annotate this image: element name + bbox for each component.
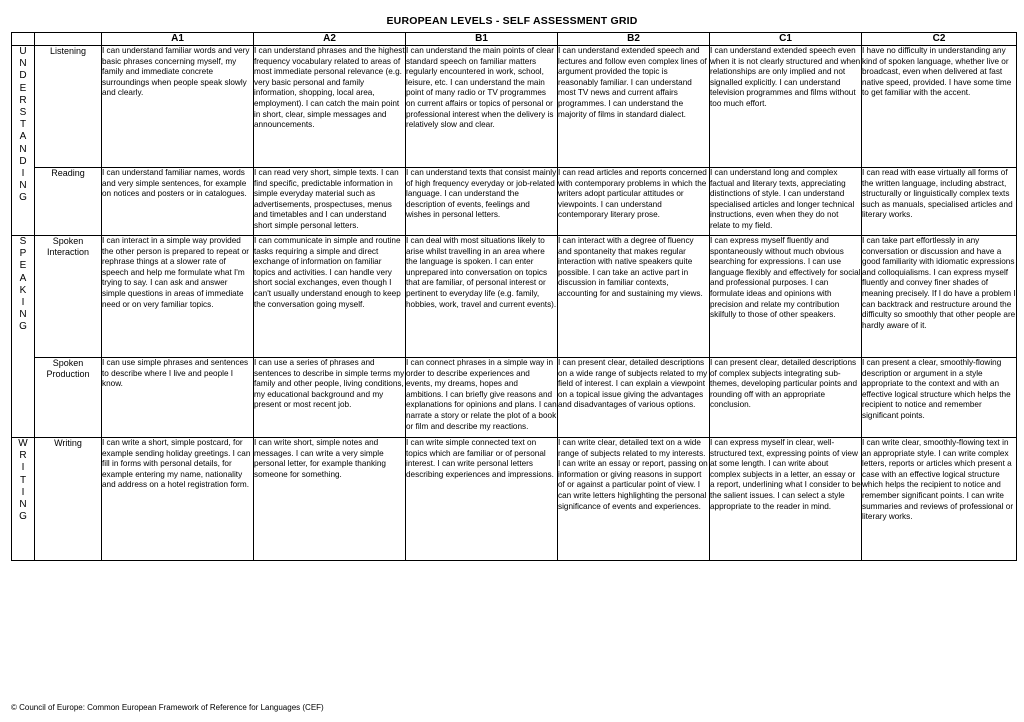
- row-label-listening: Listening: [35, 46, 102, 168]
- descriptor-cell: I can take part effortlessly in any conversation or discussion and have a good familiarity with idiomatic expressions and colloquialisms. I can express myself fluently and convey finer shades of meaning precisely. If I do have a problem I can backtrack and restructure around the difficulty so smoothly that other people are hardly aware of it.: [862, 236, 1017, 358]
- descriptor-cell: I can understand extended speech and lectures and follow even complex lines of argument provided the topic is reasonably familiar. I can understand most TV news and current affairs programmes. I can understand the majority of films in standard dialect.: [558, 46, 710, 168]
- descriptor-cell: I can connect phrases in a simple way in order to describe experiences and events, my dreams, hopes and ambitions. I can briefly give reasons and explanations for opinions and plans. I can narrate a story or relate the plot of a book or film and describe my reactions.: [406, 358, 558, 438]
- copyright-footer: © Council of Europe: Common European Framework of Reference for Languages (CEF): [11, 703, 324, 712]
- descriptor-cell: I can understand extended speech even when it is not clearly structured and when relationships are only implied and not signalled explicitly. I can understand television programmes and films without too much effort.: [710, 46, 862, 168]
- descriptor-cell: I can understand phrases and the highest frequency vocabulary related to areas of most immediate personal relevance (e.g. very basic personal and family information, shopping, local area, employment). I can catch the main point in short, clear, simple messages and announcements.: [254, 46, 406, 168]
- descriptor-cell: I can understand the main points of clear standard speech on familiar matters regularly encountered in work, school, leisure, etc. I can understand the main point of many radio or TV programmes on current affairs or topics of personal or professional interest when the delivery is relatively slow and clear.: [406, 46, 558, 168]
- level-header-c2: C2: [862, 33, 1017, 46]
- table-row: [12, 168, 1017, 236]
- descriptor-cell: I can write short, simple notes and messages. I can write a very simple personal letter, for example thanking someone for something.: [254, 438, 406, 561]
- descriptor-cell: I can write a short, simple postcard, for example sending holiday greetings. I can fill in forms with personal details, for example entering my name, nationality and address on a hotel registration form.: [102, 438, 254, 561]
- descriptor-cell: I can read very short, simple texts. I can find specific, predictable information in simple everyday material such as advertisements, prospectuses, menus and timetables and I can understand short simple personal letters.: [254, 168, 406, 236]
- table-row: [12, 438, 1017, 561]
- corner-cell: [35, 33, 102, 46]
- descriptor-cell: I can express myself fluently and spontaneously without much obvious searching for expressions. I can use language flexibly and effectively for social and professional purposes. I can formulate ideas and opinions with precision and relate my contribution skilfully to those of other speakers.: [710, 236, 862, 358]
- descriptor-cell: I can present clear, detailed descriptions of complex subjects integrating sub-themes, developing particular points and rounding off with an appropriate conclusion.: [710, 358, 862, 438]
- descriptor-cell: I can write clear, smoothly-flowing text in an appropriate style. I can write complex letters, reports or articles which present a case with an effective logical structure which helps the recipient to notice and remember significant points. I can write summaries and reviews of professional or literary works.: [862, 438, 1017, 561]
- descriptor-cell: I can deal with most situations likely to arise whilst travelling in an area where the language is spoken. I can enter unprepared into conversation on topics that are familiar, of personal interest or pertinent to everyday life (e.g. family, hobbies, work, travel and current events).: [406, 236, 558, 358]
- descriptor-cell: I can present a clear, smoothly-flowing description or argument in a style appropriate to the context and with an effective logical structure which helps the recipient to notice and remember significant points.: [862, 358, 1017, 438]
- vertical-label: S P E A K I N G: [19, 236, 27, 333]
- row-label-spoken-interaction: Spoken Interaction: [35, 236, 102, 358]
- descriptor-cell: I can write simple connected text on topics which are familiar or of personal interest. I can write personal letters describing experiences and impressions.: [406, 438, 558, 561]
- descriptor-cell: I can communicate in simple and routine tasks requiring a simple and direct exchange of information on familiar topics and activities. I can handle very short social exchanges, even though I can't usually understand enough to keep the conversation going myself.: [254, 236, 406, 358]
- descriptor-cell: I can use simple phrases and sentences to describe where I live and people I know.: [102, 358, 254, 438]
- section-understanding: [12, 46, 35, 236]
- descriptor-cell: I can read articles and reports concerned with contemporary problems in which the writers adopt particular attitudes or viewpoints. I can understand contemporary literary prose.: [558, 168, 710, 236]
- vertical-label: W R I T I N G: [18, 438, 28, 523]
- descriptor-cell: I can understand long and complex factual and literary texts, appreciating distinctions of style. I can understand specialised articles and longer technical instructions, even when they do not relate to my field.: [710, 168, 862, 236]
- row-label-spoken-production: Spoken Production: [35, 358, 102, 438]
- descriptor-cell: I can present clear, detailed descriptions on a wide range of subjects related to my field of interest. I can explain a viewpoint on a topical issue giving the advantages and disadvantages of various options.: [558, 358, 710, 438]
- page-title: EUROPEAN LEVELS - SELF ASSESSMENT GRID: [386, 15, 638, 27]
- descriptor-cell: I can use a series of phrases and sentences to describe in simple terms my family and other people, living conditions, my educational background and my present or most recent job.: [254, 358, 406, 438]
- vertical-label: U N D E R S T A N D I N G: [19, 46, 27, 204]
- descriptor-cell: I can read with ease virtually all forms of the written language, including abstract, structurally or linguistically complex texts such as manuals, specialised articles and literary works.: [862, 168, 1017, 236]
- descriptor-cell: I can interact with a degree of fluency and spontaneity that makes regular interaction with native speakers quite possible. I can take an active part in discussion in familiar contexts, accounting for and sustaining my views.: [558, 236, 710, 358]
- corner-cell: [12, 33, 35, 46]
- descriptor-cell: I can interact in a simple way provided the other person is prepared to repeat or rephrase things at a slower rate of speech and help me formulate what I'm trying to say. I can ask and answer simple questions in areas of immediate need or on very familiar topics.: [102, 236, 254, 358]
- descriptor-cell: I can understand familiar names, words and very simple sentences, for example on notices and posters or in catalogues.: [102, 168, 254, 236]
- header-row: [12, 33, 1017, 46]
- level-header-c1: C1: [710, 33, 862, 46]
- level-header-b2: B2: [558, 33, 710, 46]
- self-assessment-grid: [11, 32, 1017, 561]
- table-row: [12, 236, 1017, 358]
- row-label-reading: Reading: [35, 168, 102, 236]
- descriptor-cell: I can write clear, detailed text on a wide range of subjects related to my interests. I can write an essay or report, passing on information or giving reasons in support of or against a particular point of view. I can write letters highlighting the personal significance of events and experiences.: [558, 438, 710, 561]
- section-speaking: [12, 236, 35, 438]
- table-row: [12, 358, 1017, 438]
- descriptor-cell: I have no difficulty in understanding any kind of spoken language, whether live or broadcast, even when delivered at fast native speed, provided. I have some time to get familiar with the accent.: [862, 46, 1017, 168]
- descriptor-cell: I can understand texts that consist mainly of high frequency everyday or job-related language. I can understand the description of events, feelings and wishes in personal letters.: [406, 168, 558, 236]
- descriptor-cell: I can express myself in clear, well-structured text, expressing points of view at some length. I can write about complex subjects in a letter, an essay or a report, underlining what I consider to be the salient issues. I can select a style appropriate to the reader in mind.: [710, 438, 862, 561]
- section-writing: [12, 438, 35, 561]
- level-header-b1: B1: [406, 33, 558, 46]
- table-row: [12, 46, 1017, 168]
- descriptor-cell: I can understand familiar words and very basic phrases concerning myself, my family and immediate concrete surroundings when people speak slowly and clearly.: [102, 46, 254, 168]
- row-label-writing: Writing: [35, 438, 102, 561]
- level-header-a2: A2: [254, 33, 406, 46]
- level-header-a1: A1: [102, 33, 254, 46]
